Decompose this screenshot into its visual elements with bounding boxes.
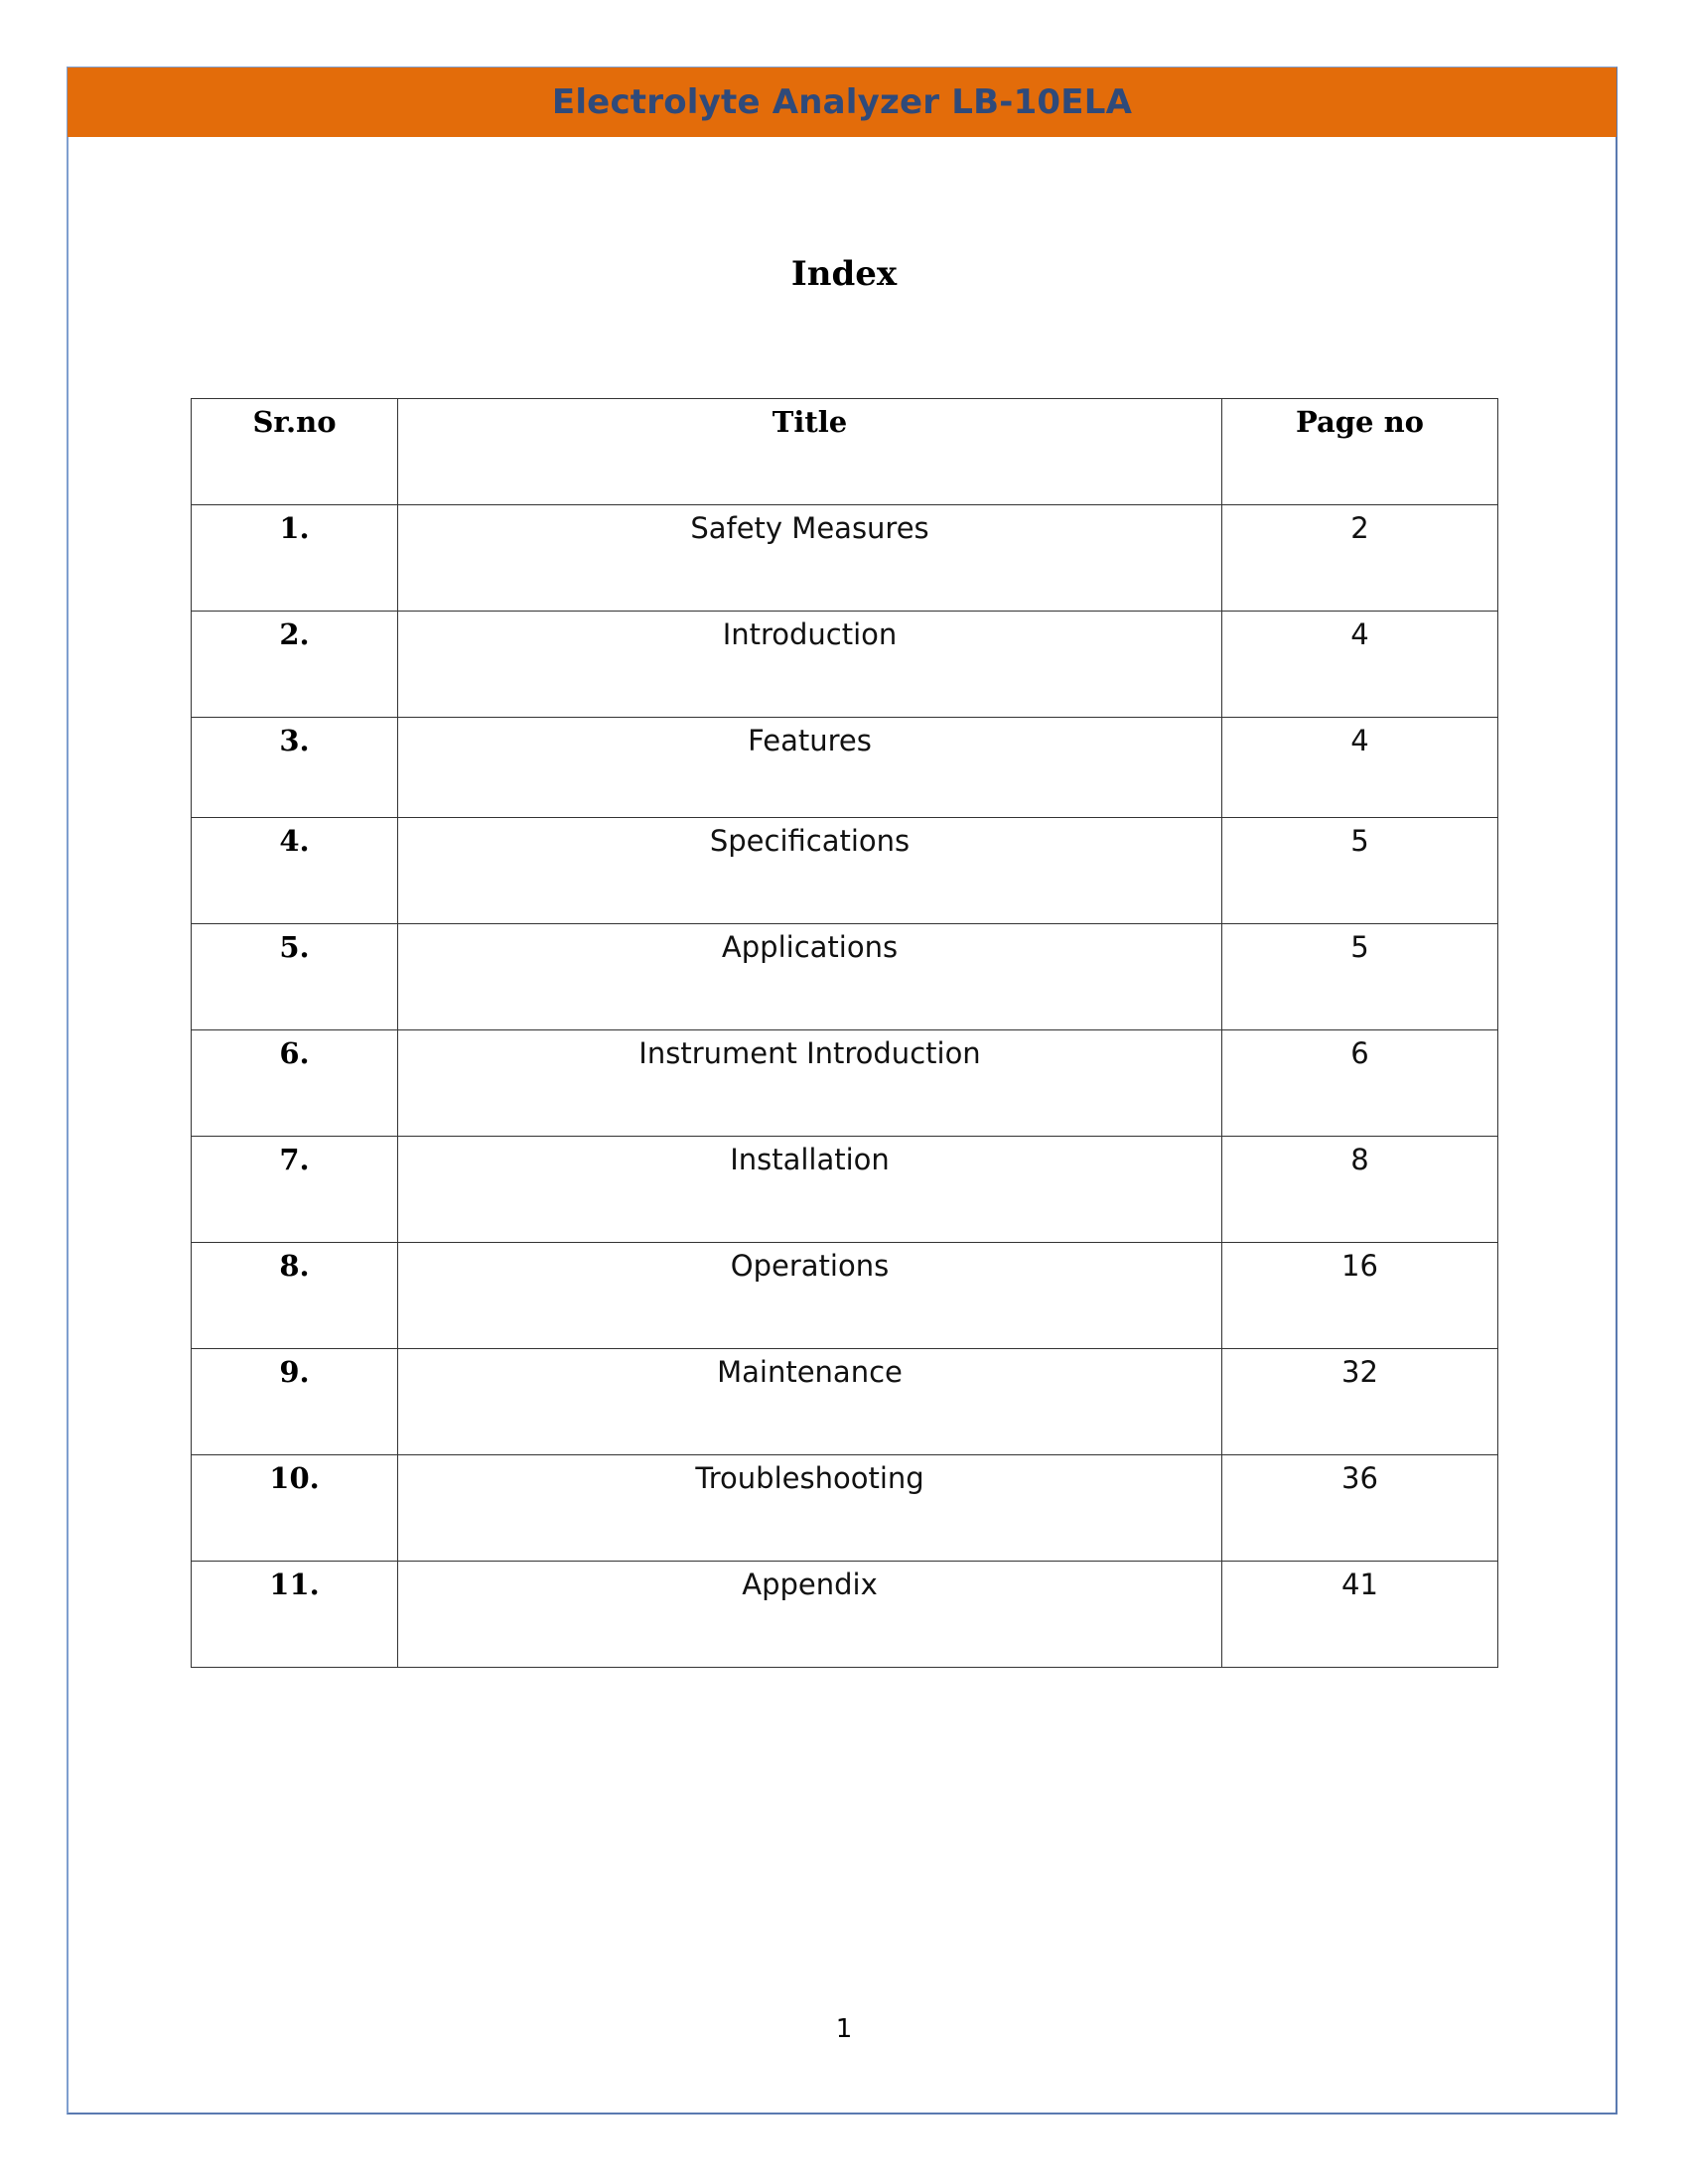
row-title: Introduction: [398, 612, 1222, 718]
row-sr-no: 9.: [192, 1349, 398, 1455]
row-title: Specifications: [398, 818, 1222, 924]
column-header-title: Title: [398, 399, 1222, 505]
row-title: Features: [398, 718, 1222, 818]
table-row: [192, 1349, 1498, 1455]
row-page-no: 6: [1222, 1030, 1498, 1137]
row-title: Applications: [398, 924, 1222, 1030]
table-row: [192, 612, 1498, 718]
row-page-no: 5: [1222, 818, 1498, 924]
table-of-contents: [191, 398, 1498, 1668]
table-row: [192, 1243, 1498, 1349]
row-sr-no: 8.: [192, 1243, 398, 1349]
table-row: [192, 1455, 1498, 1562]
header-band: [68, 68, 1617, 137]
table-row: [192, 1030, 1498, 1137]
index-heading: Index: [790, 254, 898, 294]
table-row: [192, 818, 1498, 924]
row-page-no: 41: [1222, 1562, 1498, 1668]
row-page-no: 4: [1222, 612, 1498, 718]
table-row: [192, 718, 1498, 818]
row-title: Operations: [398, 1243, 1222, 1349]
row-sr-no: 2.: [192, 612, 398, 718]
row-title: Safety Measures: [398, 505, 1222, 612]
row-sr-no: 11.: [192, 1562, 398, 1668]
row-page-no: 32: [1222, 1349, 1498, 1455]
row-page-no: 16: [1222, 1243, 1498, 1349]
row-page-no: 5: [1222, 924, 1498, 1030]
row-sr-no: 7.: [192, 1137, 398, 1243]
row-title: Instrument Introduction: [398, 1030, 1222, 1137]
row-page-no: 36: [1222, 1455, 1498, 1562]
row-title: Troubleshooting: [398, 1455, 1222, 1562]
row-sr-no: 5.: [192, 924, 398, 1030]
row-title: Maintenance: [398, 1349, 1222, 1455]
row-title: Appendix: [398, 1562, 1222, 1668]
row-page-no: 4: [1222, 718, 1498, 818]
row-sr-no: 6.: [192, 1030, 398, 1137]
row-sr-no: 10.: [192, 1455, 398, 1562]
table-header-row: [192, 399, 1498, 505]
document-title: Electrolyte Analyzer LB-10ELA: [551, 82, 1133, 122]
row-sr-no: 3.: [192, 718, 398, 818]
row-title: Installation: [398, 1137, 1222, 1243]
row-page-no: 8: [1222, 1137, 1498, 1243]
row-sr-no: 4.: [192, 818, 398, 924]
row-sr-no: 1.: [192, 505, 398, 612]
page-number: 1: [835, 2014, 853, 2044]
table-row: [192, 505, 1498, 612]
row-page-no: 2: [1222, 505, 1498, 612]
table-row: [192, 1137, 1498, 1243]
table-row: [192, 1562, 1498, 1668]
column-header-page-no: Page no: [1222, 399, 1498, 505]
column-header-sr-no: Sr.no: [192, 399, 398, 505]
table-row: [192, 924, 1498, 1030]
